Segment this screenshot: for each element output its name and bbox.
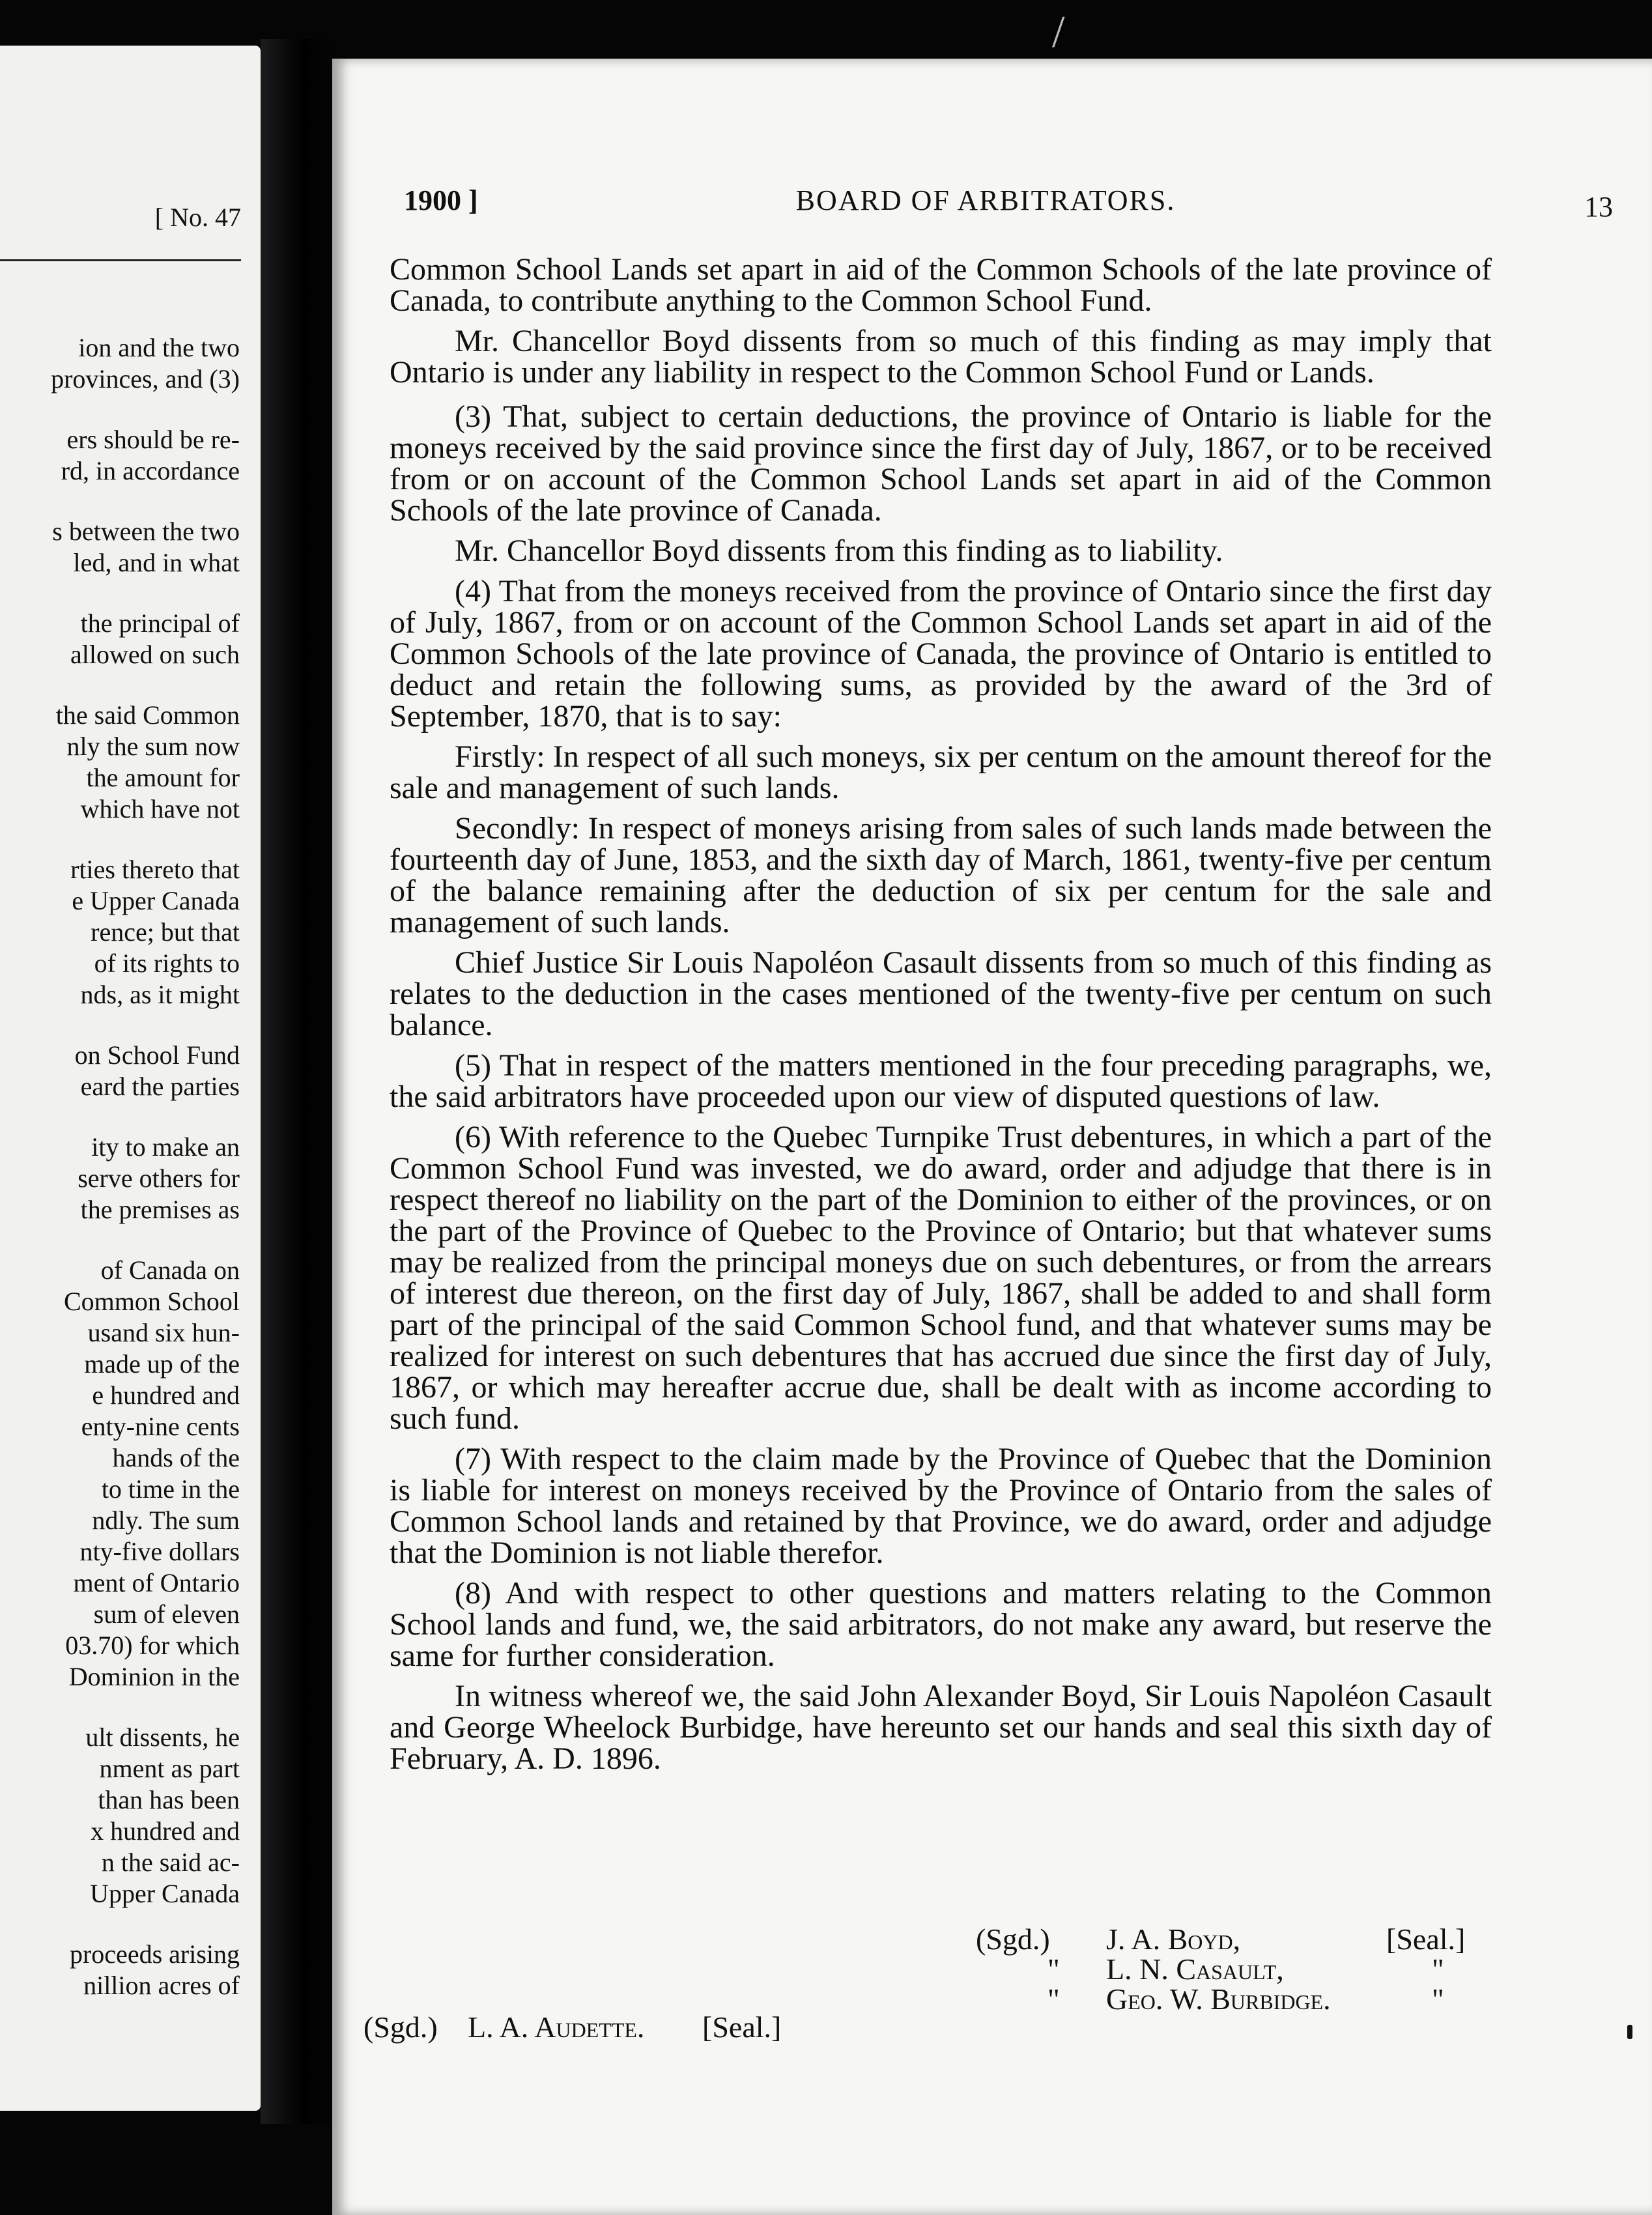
facing-page-line: the principal of — [80, 608, 240, 638]
facing-page-line: hands of the — [112, 1443, 240, 1472]
paragraph: Firstly: In respect of all such moneys, six per centum on the amount thereof for the sale and management of such lands. — [390, 739, 1492, 805]
facing-page-line: n the said ac- — [101, 1848, 240, 1877]
facing-page-line: the premises as — [80, 1195, 240, 1224]
facing-page-line: the amount for — [86, 763, 240, 792]
ditto-mark: " — [1047, 1982, 1060, 2016]
paragraph: Mr. Chancellor Boyd dissents from this finding as to liability. — [455, 534, 1223, 568]
facing-page-line: nds, as it might — [80, 980, 240, 1009]
facing-page-line: eard the parties — [80, 1072, 240, 1101]
facing-page-line: ult dissents, he — [85, 1722, 240, 1752]
paragraph: Chief Justice Sir Louis Napoléon Casault dissents from so much of this finding as relates to the deduction in the cases mentioned of the twenty-five per centum on such balance. — [390, 945, 1492, 1042]
page-year: 1900 ] — [404, 184, 478, 216]
facing-page-line: than has been — [98, 1785, 240, 1814]
facing-page-line: sum of eleven — [93, 1599, 240, 1629]
paragraph: (7) With respect to the claim made by the Province of Quebec that the Dominion is liable for interest on moneys received by the Province of Ontario from the sales of Common School lands and retained by that Province, we do award, order and adjudge that the Dominion is not liable therefor. — [390, 1442, 1492, 1570]
paragraph: In witness whereof we, the said John Alexander Boyd, Sir Louis Napoléon Casault and George Wheelock Burbidge, have hereunto set our hands and seal this sixth day of February, A. D. 1896. — [390, 1679, 1492, 1776]
facing-page-line: x hundred and — [91, 1816, 240, 1846]
facing-page — [0, 46, 261, 2111]
facing-page-rule — [0, 259, 241, 261]
facing-page-line: ment of Ontario — [73, 1568, 240, 1597]
facing-page-line: rd, in accordance — [61, 456, 240, 485]
facing-page-line: which have not — [80, 794, 240, 823]
facing-page-line: usand six hun- — [87, 1318, 240, 1347]
page-gutter — [261, 39, 332, 2124]
facing-page-line: ndly. The sum — [92, 1506, 240, 1535]
signatory-boyd: J. A. Boyd, — [1106, 1922, 1241, 1956]
facing-page-line: Upper Canada — [90, 1879, 240, 1908]
ditto-mark: " — [1432, 1982, 1444, 2016]
facing-page-line: nillion acres of — [83, 1971, 240, 2000]
scan-mark — [1627, 2025, 1632, 2039]
facing-page-line: Dominion in the — [68, 1662, 240, 1691]
signatory-casault: L. N. Casault, — [1106, 1952, 1284, 1986]
facing-page-header: [ No. 47 — [154, 203, 241, 232]
facing-page-line: e Upper Canada — [72, 886, 240, 915]
facing-page-line: nty-five dollars — [79, 1537, 240, 1566]
facing-page-line: proceeds arising — [69, 1939, 240, 1969]
scan-mark: / — [1052, 7, 1065, 57]
paragraph: Mr. Chancellor Boyd dissents from so much of this finding as may imply that Ontario is under any liability in respect to the Common School Fund or Lands. — [390, 324, 1492, 390]
body-text — [390, 254, 1492, 1784]
facing-page-line: nment as part — [99, 1754, 240, 1783]
paragraph: (4) That from the moneys received from the province of Ontario since the first day of July, 1867, from or on account of the Common School Lands set apart in aid of the Common Schools of the late province of Canada, the province of Ontario is entitled to deduct and retain the following sums, as provided by the award of the 3rd of September, 1870, that is to say: — [390, 574, 1492, 734]
facing-page-line: e hundred and — [92, 1380, 240, 1410]
facing-page-line: of Canada on — [100, 1255, 240, 1285]
seal-label: [Seal.] — [1386, 1922, 1466, 1956]
witness-name: L. A. Audette. — [468, 2010, 645, 2044]
facing-page-line: made up of the — [84, 1349, 240, 1379]
page-title: BOARD OF ARBITRATORS. — [795, 184, 1176, 216]
paragraph: (8) And with respect to other questions and matters relating to the Common School lands and fund, we, the said arbitrators, do not make any award, but reserve the same for further consideration. — [390, 1576, 1492, 1673]
page-number: 13 — [1584, 191, 1613, 223]
main-page — [332, 7, 1652, 2215]
facing-page-line: led, and in what — [73, 548, 240, 577]
facing-page-line: ers should be re- — [66, 425, 240, 454]
facing-page-line: nly the sum now — [66, 732, 240, 761]
facing-page-line: Common School — [63, 1287, 240, 1316]
facing-page-text — [0, 332, 240, 2001]
paragraph: (6) With reference to the Quebec Turnpike Trust debentures, in which a part of the Common School Fund was invested, we do award, order and adjudge that there is in respect thereof no liability on the part of the Dominion to either of the provinces, or on the part of the Province of Quebec to the Province of Ontario; but that whatever sums may be realized from the principal moneys due on such debentures, or from the arrears of interest due thereon, on the first day of July, 1867, shall be added to and shall form part of the principal of the said Common School fund, and that whatever sums may be realized for interest on such debentures that has accrued due since the first day of July, 1867, or which may hereafter accrue due, shall be dealt with as income according to such fund. — [390, 1120, 1492, 1436]
facing-page-line: serve others for — [78, 1164, 240, 1193]
paragraph: (3) That, subject to certain deductions, the province of Ontario is liable for the moneys received by the said province since the first day of July, 1867, or to be received from or on account of the Common School Lands set apart in aid of the Common Schools of the late province of Canada. — [390, 399, 1492, 528]
facing-page-line: the said Common — [55, 700, 240, 730]
facing-page-line: on School Fund — [74, 1040, 240, 1070]
sgd-label: (Sgd.) — [976, 1922, 1050, 1956]
facing-page-line: to time in the — [101, 1474, 240, 1504]
signatory-burbidge: Geo. W. Burbidge. — [1106, 1982, 1331, 2016]
facing-page-line: rence; but that — [91, 917, 240, 947]
facing-page-line: ion and the two — [78, 333, 240, 362]
ditto-mark: " — [1432, 1952, 1444, 1986]
running-head — [404, 184, 1613, 229]
facing-page-line: 03.70) for which — [65, 1631, 240, 1660]
facing-page-line: rties thereto that — [70, 855, 240, 884]
paragraph: Secondly: In respect of moneys arising from sales of such lands made between the fourteenth day of June, 1853, and the sixth day of March, 1861, twenty-five per centum of the balance remaining after the deduction of six per centum for the sale and management of such lands. — [390, 811, 1492, 939]
paragraph: (5) That in respect of the matters mentioned in the four preceding paragraphs, we, the said arbitrators have proceeded upon our view of disputed questions of law. — [390, 1048, 1492, 1114]
facing-page-line: s between the two — [52, 517, 240, 546]
facing-page-line: enty-nine cents — [81, 1412, 240, 1441]
ditto-mark: " — [1047, 1952, 1060, 1986]
facing-page-line: allowed on such — [70, 640, 240, 669]
witness-sgd-label: (Sgd.) — [363, 2010, 438, 2044]
facing-page-line: provinces, and (3) — [51, 364, 240, 393]
witness-seal-label: [Seal.] — [702, 2010, 782, 2044]
facing-page-line: ity to make an — [91, 1132, 240, 1162]
facing-page-line: of its rights to — [94, 949, 240, 978]
paragraph: Common School Lands set apart in aid of the Common Schools of the late province of Canada, to contribute anything to the Common School Fund. — [390, 252, 1492, 318]
